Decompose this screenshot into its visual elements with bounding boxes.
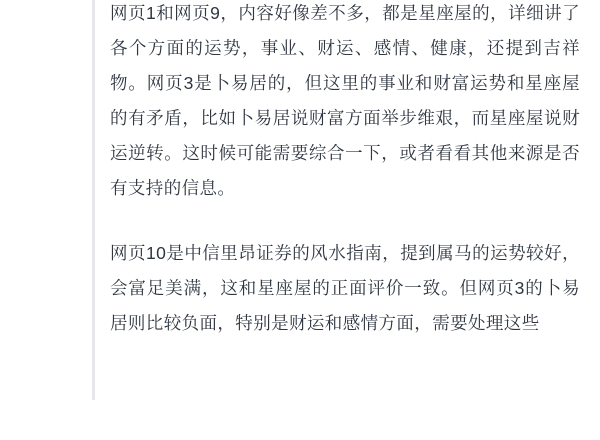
bottom-clip-mask — [0, 400, 600, 440]
document-content — [110, 0, 580, 400]
paragraph-1: 网页1和网页9，内容好像差不多，都是星座屋的，详细讲了各个方面的运势，事业、财运、感情、健康，还提到吉祥物。网页3是卜易居的，但这里的事业和财富运势和星座屋的有矛盾，比如卜易居说财富方面举步维艰，而星座屋说财运逆转。这时候可能需要综合一下，或者看看其他来源是否有支持的信息。 — [110, 3, 580, 198]
quote-accent-bar — [92, 0, 95, 400]
paragraph-2: 网页10是中信里昂证券的风水指南，提到属马的运势较好，会富足美满，这和星座屋的正面评价一致。但网页3的卜易居则比较负面，特别是财运和感情方面，需要处理这些 — [110, 243, 580, 333]
